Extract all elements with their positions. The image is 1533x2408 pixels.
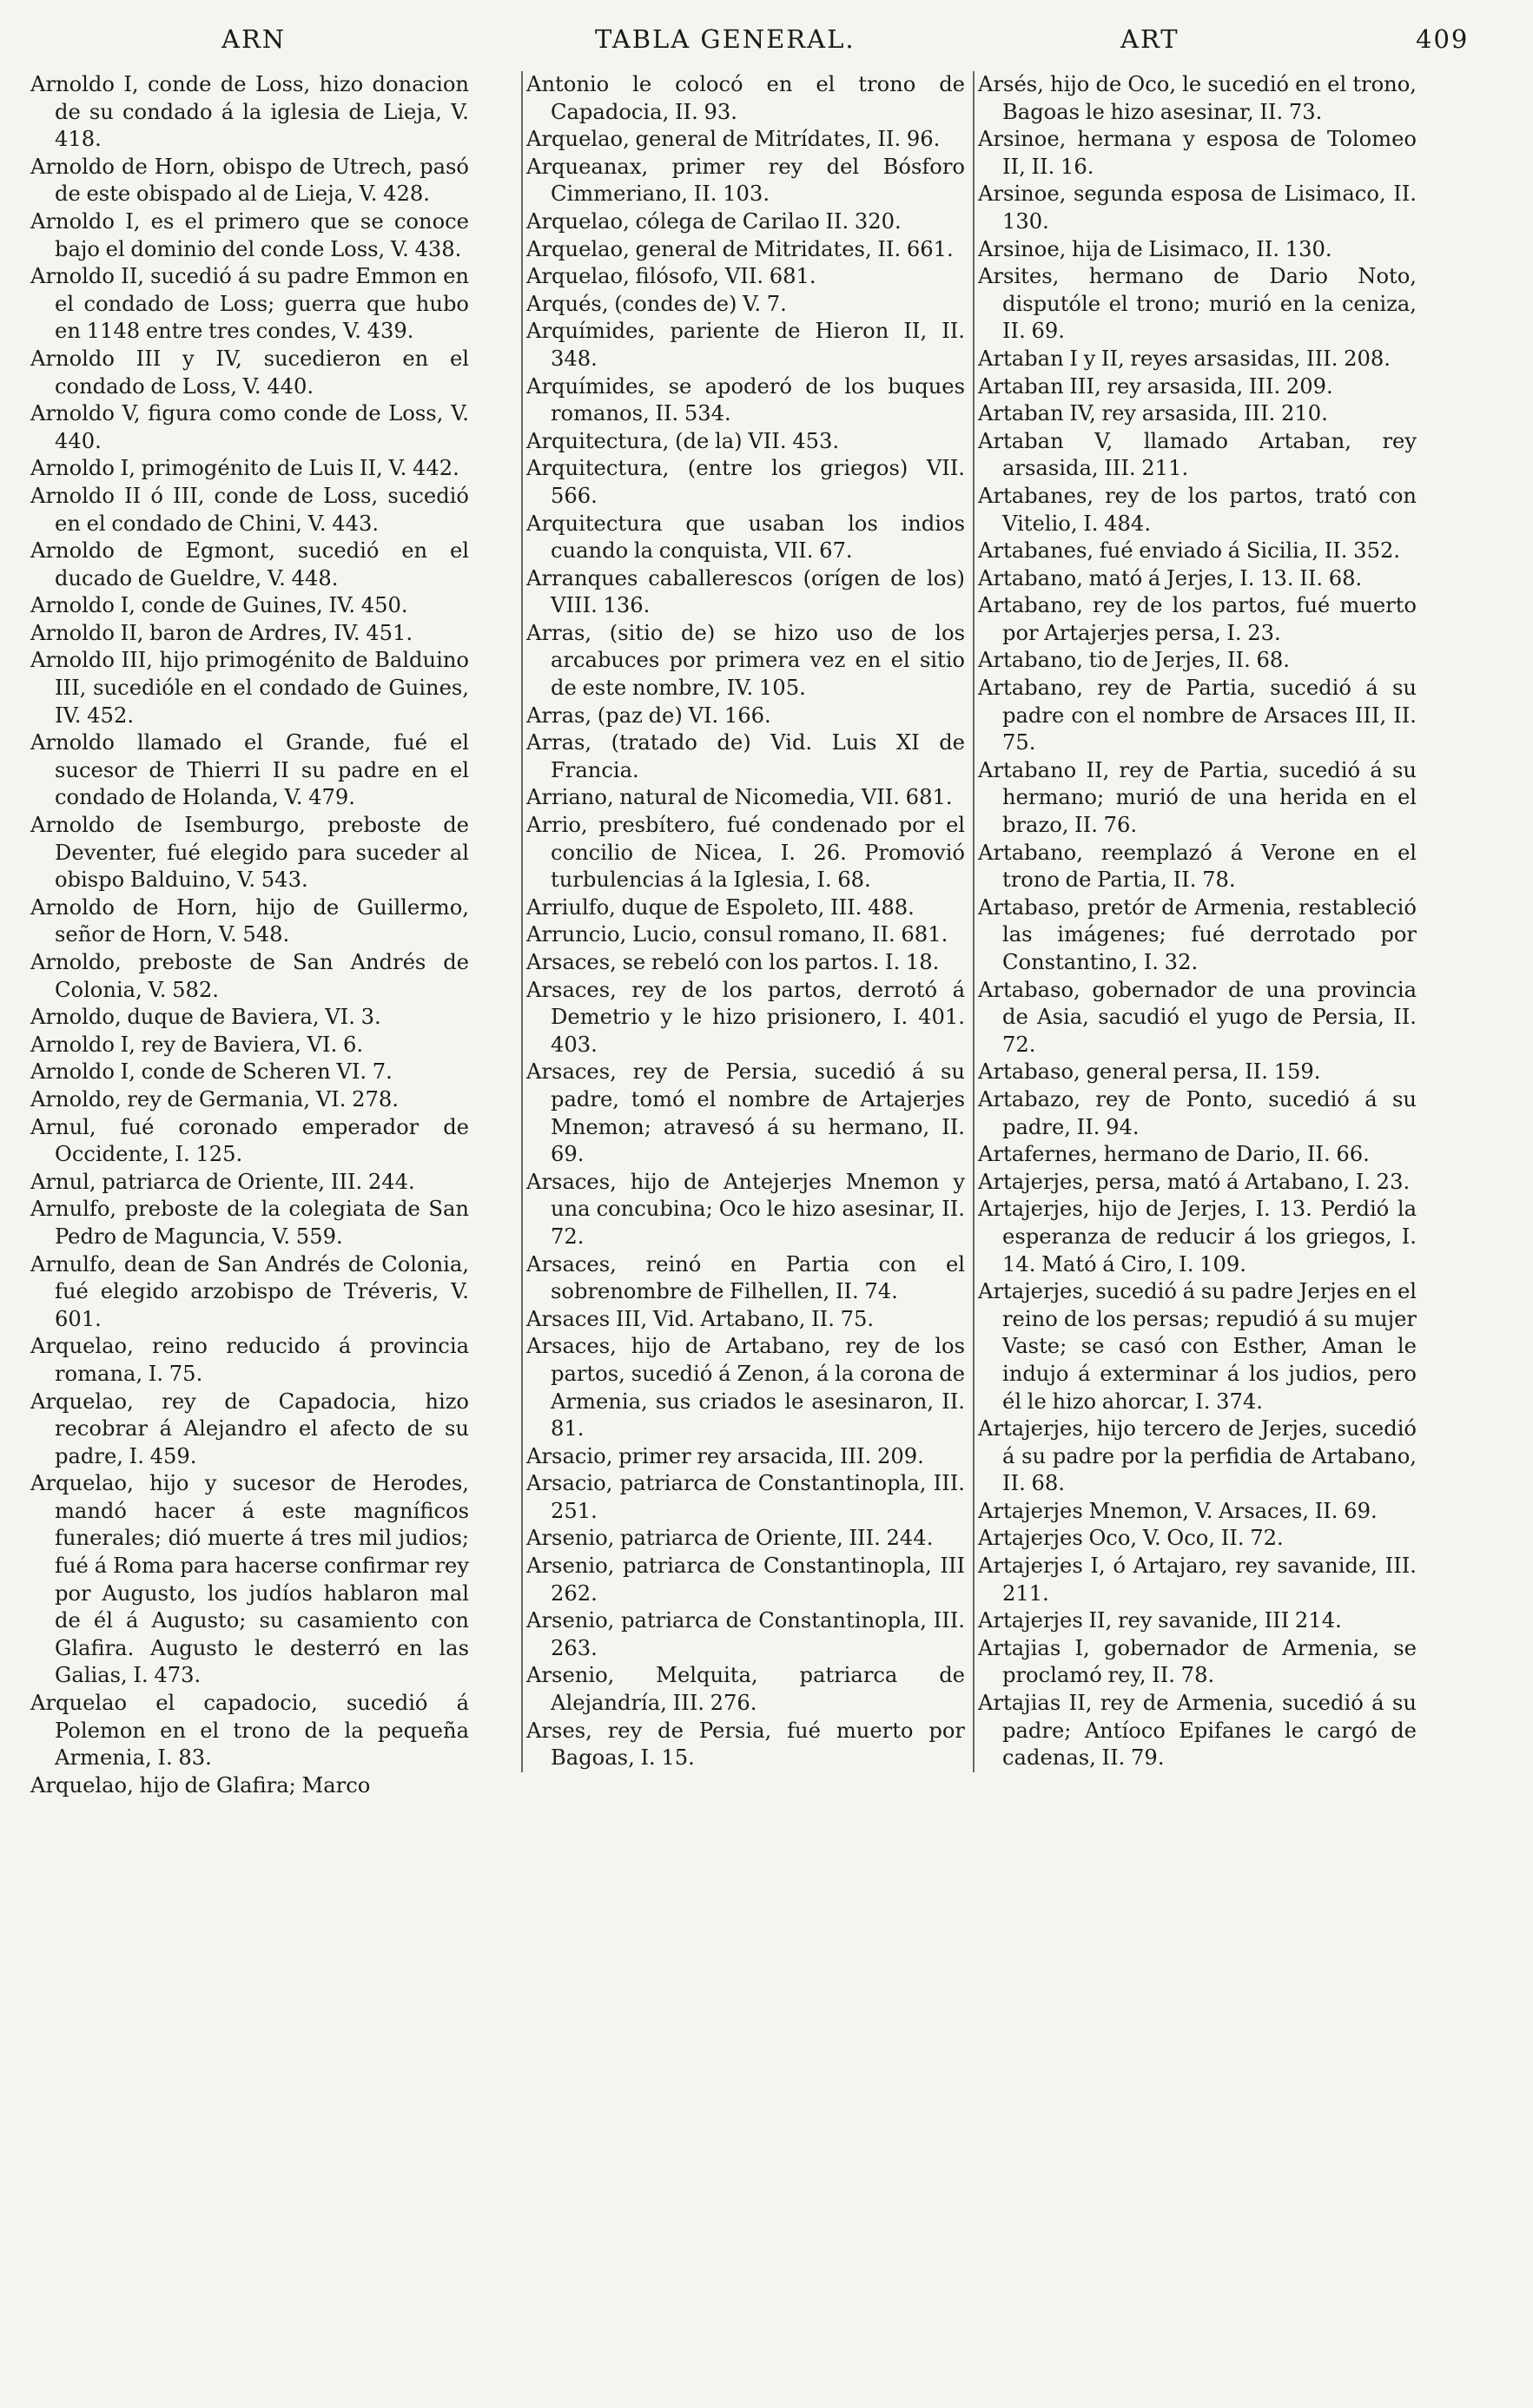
index-entry: Arquelao, reino reducido á provincia romana, I. 75. (30, 1334, 469, 1386)
index-column-2 (521, 71, 965, 1772)
index-entry: Arnoldo I, rey de Baviera, VI. 6. (30, 1032, 364, 1057)
index-entry: Artajias I, gobernador de Armenia, se proclamó rey, II. 78. (978, 1635, 1417, 1688)
index-entry: Arruncio, Lucio, consul romano, II. 681. (526, 922, 948, 947)
index-entry: Artabano II, rey de Partia, sucedió á su hermano; murió de una herida en el brazo, II. 76. (978, 757, 1417, 838)
index-entry: Arsaces, rey de Persia, sucedió á su padre, tomó el nombre de Artajerjes Mnemon; atravesó á su hermano, II. 69. (526, 1059, 965, 1167)
index-entry: Antonio le colocó en el trono de Capadocia, II. 93. (526, 72, 965, 124)
index-entry: Arnul, patriarca de Oriente, III. 244. (30, 1169, 415, 1194)
index-entry: Arquitectura, (de la) VII. 453. (526, 428, 840, 453)
index-entry: Artajerjes, persa, mató á Artabano, I. 23. (978, 1169, 1411, 1194)
index-entry: Arsaces, rey de los partos, derrotó á Demetrio y le hizo prisionero, I. 401. 403. (526, 977, 965, 1057)
index-entry: Arsites, hermano de Dario Noto, disputóle el trono; murió en la ceniza, II. 69. (978, 264, 1417, 344)
index-entry: Artaban IV, rey arsasida, III. 210. (978, 401, 1328, 426)
index-entry: Arnoldo III, hijo primogénito de Balduino III, sucedióle en el condado de Guines, IV. 452. (30, 648, 469, 728)
index-entry: Artajerjes II, rey savanide, III 214. (978, 1608, 1342, 1633)
index-entry: Artajerjes Mnemon, V. Arsaces, II. 69. (978, 1498, 1378, 1523)
index-entry: Arnoldo I, conde de Loss, hizo donacion de su condado á la iglesia de Lieja, V. 418. (30, 72, 469, 152)
index-entry: Artabano, tio de Jerjes, II. 68. (978, 648, 1290, 673)
index-entry: Arsinoe, segunda esposa de Lisimaco, II. 130. (978, 181, 1417, 234)
index-entry: Arnoldo II ó III, conde de Loss, sucedió en el condado de Chini, V. 443. (30, 483, 469, 536)
index-entry: Arsenio, Melquita, patriarca de Alejandría, III. 276. (526, 1663, 965, 1716)
index-entry: Arnoldo llamado el Grande, fué el sucesor de Thierri II su padre en el condado de Holanda, V. 479. (30, 730, 469, 810)
index-entry: Artabano, rey de los partos, fué muerto por Artajerjes persa, I. 23. (978, 593, 1417, 645)
index-entry: Arnoldo II, baron de Ardres, IV. 451. (30, 620, 413, 645)
index-entry: Arquelao, general de Mitrídates, II. 96. (526, 127, 941, 152)
index-entry: Arnoldo I, primogénito de Luis II, V. 442. (30, 456, 459, 481)
header-left: ARN (221, 24, 287, 54)
index-entry: Arsaces III, Vid. Artabano, II. 75. (526, 1306, 875, 1331)
index-entry: Arnulfo, dean de San Andrés de Colonia, fué elegido arzobispo de Tréveris, V. 601. (30, 1251, 469, 1331)
index-entry: Artabaso, pretór de Armenia, restableció las imágenes; fué derrotado por Constantino, I. 32. (978, 894, 1417, 974)
index-entry: Arriano, natural de Nicomedia, VII. 681. (526, 785, 953, 810)
index-entry: Arsacio, primer rey arsacida, III. 209. (526, 1443, 924, 1468)
index-entry: Artabano, reemplazó á Verone en el trono de Partia, II. 78. (978, 840, 1417, 893)
index-entry: Arquelao, general de Mitridates, II. 661. (526, 236, 954, 261)
index-entry: Arnoldo I, es el primero que se conoce bajo el dominio del conde Loss, V. 438. (30, 208, 469, 261)
index-entry: Arquelao el capadocio, sucedió á Polemon en el trono de la pequeña Armenia, I. 83. (30, 1691, 469, 1771)
index-entry: Arras, (tratado de) Vid. Luis XI de Francia. (526, 730, 965, 782)
index-entry: Artabano, rey de Partia, sucedió á su padre con el nombre de Arsaces III, II. 75. (978, 676, 1417, 755)
index-entry: Arsaces, reinó en Partia con el sobrenombre de Filhellen, II. 74. (526, 1251, 965, 1304)
index-entry: Arsaces, se rebeló con los partos. I. 18. (526, 950, 940, 974)
index-entry: Artajias II, rey de Armenia, sucedió á su padre; Antíoco Epifanes le cargó de cadenas, II. 79. (978, 1691, 1417, 1771)
index-entry: Arnoldo I, conde de Guines, IV. 450. (30, 593, 408, 618)
index-entry: Artajerjes, sucedió á su padre Jerjes en el reino de los persas; repudió á su mujer Vaste; se casó con Esther, Aman le indujo á exterminar á los judios, pero él le hizo ahorcar, I. 374. (978, 1279, 1417, 1414)
index-entry: Arnoldo, rey de Germania, VI. 278. (30, 1086, 399, 1112)
index-entry: Arras, (paz de) VI. 166. (526, 703, 771, 728)
index-entry: Artabaso, general persa, II. 159. (978, 1059, 1321, 1085)
index-entry: Artabanes, fué enviado á Sicilia, II. 352. (978, 538, 1401, 564)
index-entry: Arnulfo, preboste de la colegiata de San Pedro de Maguncia, V. 559. (30, 1197, 469, 1249)
index-entry: Arsaces, hijo de Artabano, rey de los partos, sucedió á Zenon, á la corona de Armenia, sus criados le asesinaron, II. 81. (526, 1334, 965, 1442)
index-entry: Arqués, (condes de) V. 7. (526, 291, 787, 316)
index-entry: Artabanes, rey de los partos, trató con Vitelio, I. 484. (978, 483, 1417, 536)
index-entry: Arquitectura, (entre los griegos) VII. 566. (526, 456, 965, 508)
index-entry: Arnoldo, preboste de San Andrés de Colonia, V. 582. (30, 950, 469, 1002)
index-entry: Arnul, fué coronado emperador de Occidente, I. 125. (30, 1114, 469, 1167)
index-entry: Arnoldo de Horn, obispo de Utrech, pasó de este obispado al de Lieja, V. 428. (30, 154, 469, 207)
index-entry: Arriulfo, duque de Espoleto, III. 488. (526, 894, 915, 920)
index-column-3 (973, 71, 1417, 1772)
index-entry: Arranques caballerescos (orígen de los) VIII. 136. (526, 565, 965, 618)
index-entry: Arnoldo I, conde de Scheren VI. 7. (30, 1059, 393, 1085)
index-entry: Artajerjes I, ó Artajaro, rey savanide, III. 211. (978, 1554, 1417, 1606)
index-entry: Arnoldo, duque de Baviera, VI. 3. (30, 1005, 381, 1030)
index-entry: Arquelao, hijo de Glafira; Marco (30, 1772, 371, 1798)
index-entry: Artabazo, rey de Ponto, sucedió á su padre, II. 94. (978, 1086, 1417, 1139)
index-entry: Arras, (sitio de) se hizo uso de los arcabuces por primera vez en el sitio de este nombre, IV. 105. (526, 620, 965, 701)
page-number: 409 (1416, 24, 1470, 54)
index-entry: Artabano, mató á Jerjes, I. 13. II. 68. (978, 565, 1363, 590)
index-entry: Artaban III, rey arsasida, III. 209. (978, 373, 1333, 399)
index-entry: Arnoldo de Isemburgo, preboste de Deventer, fué elegido para suceder al obispo Balduino, V. 543. (30, 813, 469, 893)
index-entry: Arnoldo de Egmont, sucedió en el ducado de Gueldre, V. 448. (30, 538, 469, 590)
index-entry: Arqueanax, primer rey del Bósforo Cimmeriano, II. 103. (526, 154, 965, 207)
index-entry: Arsenio, patriarca de Oriente, III. 244. (526, 1526, 934, 1551)
index-entry: Artaban V, llamado Artaban, rey arsasida, III. 211. (978, 428, 1417, 481)
index-entry: Arquímides, se apoderó de los buques romanos, II. 534. (526, 373, 965, 426)
index-entry: Arquelao, rey de Capadocia, hizo recobrar á Alejandro el afecto de su padre, I. 459. (30, 1389, 469, 1468)
index-entry: Arses, rey de Persia, fué muerto por Bagoas, I. 15. (526, 1718, 965, 1771)
index-entry: Artajerjes, hijo de Jerjes, I. 13. Perdió la esperanza de reducir á los griegos, I. 14. Mató á Ciro, I. 109. (978, 1197, 1417, 1277)
index-entry: Arquelao, cólega de Carilao II. 320. (526, 208, 902, 234)
index-entry: Arsinoe, hija de Lisimaco, II. 130. (978, 236, 1332, 261)
index-entry: Artabaso, gobernador de una provincia de Asia, sacudió el yugo de Persia, II. 72. (978, 977, 1417, 1057)
index-entry: Arnoldo III y IV, sucedieron en el condado de Loss, V. 440. (30, 346, 469, 399)
index-entry: Arquitectura que usaban los indios cuando la conquista, VII. 67. (526, 511, 965, 564)
index-entry: Arsenio, patriarca de Constantinopla, III. 263. (526, 1608, 965, 1660)
header-right: ART (1120, 24, 1179, 54)
index-entry: Arsaces, hijo de Antejerjes Mnemon y una concubina; Oco le hizo asesinar, II. 72. (526, 1169, 965, 1249)
index-entry: Arrio, presbítero, fué condenado por el concilio de Nicea, I. 26. Promovió turbulencias á la Iglesia, I. 68. (526, 813, 965, 893)
index-entry: Arsés, hijo de Oco, le sucedió en el trono, Bagoas le hizo asesinar, II. 73. (978, 72, 1417, 124)
index-entry: Arnoldo II, sucedió á su padre Emmon en el condado de Loss; guerra que hubo en 1148 entre tres condes, V. 439. (30, 264, 469, 344)
index-entry: Arnoldo de Horn, hijo de Guillermo, señor de Horn, V. 548. (30, 894, 469, 947)
index-entry: Arquelao, filósofo, VII. 681. (526, 264, 816, 289)
running-header (0, 24, 1533, 69)
index-entry: Artajerjes Oco, V. Oco, II. 72. (978, 1526, 1284, 1551)
index-entry: Arsinoe, hermana y esposa de Tolomeo II, II. 16. (978, 127, 1417, 179)
index-entry: Artaban I y II, reyes arsasidas, III. 208. (978, 346, 1391, 371)
index-entry: Arquímides, pariente de Hieron II, II. 348. (526, 319, 965, 371)
index-entry: Arsenio, patriarca de Constantinopla, III 262. (526, 1554, 965, 1606)
index-entry: Artafernes, hermano de Dario, II. 66. (978, 1142, 1370, 1167)
index-entry: Arsacio, patriarca de Constantinopla, III. 251. (526, 1471, 965, 1523)
index-column-1 (30, 71, 469, 1799)
index-entry: Arnoldo V, figura como conde de Loss, V. 440. (30, 401, 469, 453)
index-entry: Arquelao, hijo y sucesor de Herodes, mandó hacer á este magníficos funerales; dió muerte á tres mil judios; fué á Roma para hacerse confirmar rey por Augusto, los judíos hablaron mal de él á Augusto; su casamiento con Glafira. Augusto le desterró en las Galias, I. 473. (30, 1471, 469, 1688)
header-center: TABLA GENERAL. (595, 24, 856, 54)
index-entry: Artajerjes, hijo tercero de Jerjes, sucedió á su padre por la perfidia de Artabano, II. 68. (978, 1416, 1417, 1496)
